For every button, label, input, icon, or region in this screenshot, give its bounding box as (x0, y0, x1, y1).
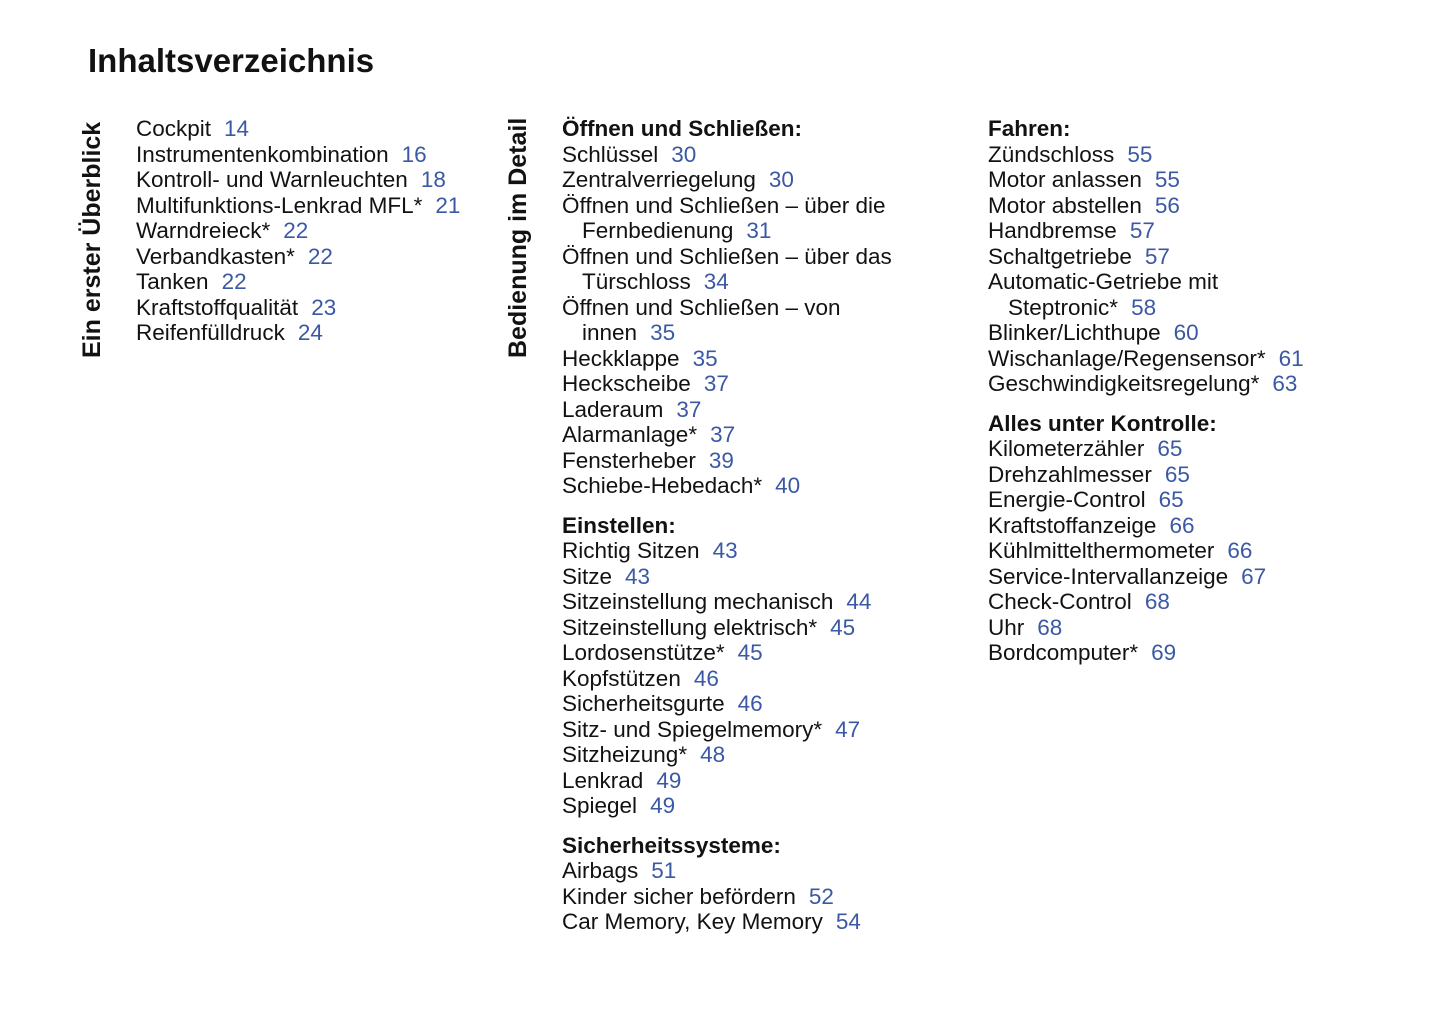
toc-item-label: Sitzeinstellung mechanisch (562, 589, 834, 614)
toc-page-number: 55 (1154, 167, 1180, 192)
toc-item (562, 538, 977, 564)
toc-section-heading: Fahren: (988, 116, 1071, 141)
toc-item (562, 295, 977, 346)
toc-item (988, 487, 1428, 513)
toc-page-number: 65 (1158, 487, 1184, 512)
toc-item (136, 218, 516, 244)
toc-item-label: Sitzeinstellung elektrisch* (562, 614, 818, 640)
toc-page-number: 39 (708, 447, 734, 473)
toc-section (562, 116, 977, 499)
toc-item (988, 538, 1428, 564)
toc-item-label: Motor abstellen (988, 192, 1142, 218)
toc-item-label: Uhr (988, 614, 1025, 640)
toc-page-number: 56 (1154, 192, 1180, 218)
toc-item (988, 193, 1428, 219)
toc-item (562, 167, 977, 193)
toc-item (136, 295, 516, 321)
toc-item (988, 346, 1428, 372)
toc-page-number: 57 (1144, 243, 1170, 269)
toc-column-2 (562, 116, 977, 935)
toc-page-number: 37 (676, 396, 702, 422)
toc-page-number: 68 (1037, 614, 1063, 640)
toc-item-label: Alarmanlage* (562, 422, 698, 447)
toc-section-heading: Sicherheitssysteme: (562, 832, 781, 858)
page-title: Inhaltsverzeichnis (88, 42, 375, 79)
toc-item-label: Kühlmittelthermometer (988, 538, 1215, 563)
toc-page-number: 58 (1131, 294, 1157, 320)
toc-item (562, 422, 977, 448)
toc-page-number: 66 (1169, 512, 1195, 538)
toc-section-heading: Alles unter Kontrolle: (988, 410, 1217, 436)
toc-page-number: 35 (650, 320, 676, 345)
toc-page-number: 24 (297, 320, 323, 345)
toc-page-number: 16 (401, 141, 427, 167)
toc-page-number: 34 (703, 269, 729, 294)
toc-item (136, 116, 516, 142)
toc-item-label: Spiegel (562, 793, 638, 818)
toc-item-label: Heckklappe (562, 345, 680, 371)
toc-page-number: 22 (283, 218, 309, 243)
toc-page-number: 47 (835, 716, 861, 742)
toc-item (988, 640, 1428, 666)
toc-item-label: Schlüssel (562, 141, 659, 167)
toc-item (988, 320, 1428, 346)
toc-section-heading: Einstellen: (562, 512, 676, 538)
toc-page-number: 14 (224, 116, 250, 141)
toc-item (988, 142, 1428, 168)
toc-page-number: 22 (307, 243, 333, 269)
toc-page-number: 40 (775, 473, 801, 498)
toc-item (988, 167, 1428, 193)
toc-page-number: 30 (768, 167, 794, 192)
toc-item-label-continued: Fernbedienung (582, 218, 734, 243)
toc-item (562, 397, 977, 423)
toc-item-continuation (988, 295, 1428, 321)
toc-item (562, 473, 977, 499)
toc-page-number: 69 (1151, 640, 1177, 665)
toc-item (562, 793, 977, 819)
toc-page-number: 55 (1127, 141, 1153, 167)
toc-page-number: 35 (692, 345, 718, 371)
toc-item (562, 768, 977, 794)
toc-page-number: 18 (420, 167, 446, 192)
toc-item-label-continued: innen (582, 320, 638, 345)
toc-item-label: Verbandkasten* (136, 243, 295, 269)
toc-item (562, 589, 977, 615)
chapter-tab-label-details: Bedienung im Detail (504, 117, 532, 358)
toc-item-label: Sitz- und Spiegelmemory* (562, 716, 823, 742)
toc-item (562, 448, 977, 474)
toc-item-label: Blinker/Lichthupe (988, 320, 1161, 345)
toc-item (988, 269, 1428, 320)
toc-item-label-continued: Steptronic* (1008, 294, 1119, 320)
toc-item-label: Öffnen und Schließen – von (562, 294, 841, 320)
toc-item-label: Bordcomputer* (988, 640, 1139, 665)
toc-item (562, 142, 977, 168)
toc-section-heading: Öffnen und Schließen: (562, 116, 802, 141)
toc-item-label: Warndreieck* (136, 218, 271, 243)
toc-page-number: 31 (746, 218, 772, 243)
toc-item (562, 371, 977, 397)
toc-page-number: 45 (830, 614, 856, 640)
toc-item-label: Geschwindigkeitsregelung* (988, 371, 1260, 396)
toc-item (136, 167, 516, 193)
toc-page-number: 43 (625, 563, 651, 589)
toc-item-label: Handbremse (988, 218, 1117, 243)
toc-item (562, 666, 977, 692)
toc-item-label: Öffnen und Schließen – über die (562, 192, 886, 218)
toc-item (988, 513, 1428, 539)
toc-page-number: 45 (737, 640, 763, 665)
toc-section (988, 411, 1428, 666)
toc-page-number: 22 (221, 269, 247, 294)
toc-item-label: Zündschloss (988, 141, 1115, 167)
toc-item-label: Laderaum (562, 396, 664, 422)
toc-item-label: Kopfstützen (562, 665, 681, 691)
toc-item-label: Fensterheber (562, 447, 696, 473)
toc-section (988, 116, 1428, 397)
toc-item-label: Instrumentenkombination (136, 141, 389, 167)
toc-page-number: 49 (656, 767, 682, 793)
toc-item-label: Airbags (562, 858, 639, 883)
toc-item (988, 244, 1428, 270)
toc-item-label: Sitze (562, 563, 613, 589)
toc-item (988, 615, 1428, 641)
toc-item-label: Tanken (136, 269, 209, 294)
toc-page-number: 46 (693, 665, 719, 691)
toc-item-label: Drehzahlmesser (988, 461, 1152, 487)
toc-item-label: Cockpit (136, 116, 212, 141)
toc-item-continuation (562, 218, 977, 244)
toc-item-label-continued: Türschloss (582, 269, 691, 294)
toc-item (562, 640, 977, 666)
toc-item (562, 691, 977, 717)
toc-page-number: 61 (1278, 345, 1304, 371)
toc-item (136, 244, 516, 270)
toc-item-label: Kilometerzähler (988, 436, 1145, 461)
toc-item (988, 462, 1428, 488)
toc-page-number: 21 (435, 192, 461, 218)
toc-item (562, 909, 977, 935)
toc-page-number: 65 (1157, 436, 1183, 461)
toc-item (136, 193, 516, 219)
toc-item-label: Richtig Sitzen (562, 538, 700, 563)
toc-page-number: 46 (737, 691, 763, 716)
toc-item (988, 436, 1428, 462)
toc-page-number: 23 (311, 294, 337, 320)
toc-item (988, 371, 1428, 397)
toc-item-label: Multifunktions-Lenkrad MFL* (136, 192, 423, 218)
chapter-tab-label-overview: Ein erster Überblick (78, 121, 106, 358)
toc-item-continuation (562, 320, 977, 346)
toc-page-number: 52 (808, 883, 834, 909)
toc-item (562, 742, 977, 768)
toc-item-continuation (562, 269, 977, 295)
toc-item (562, 717, 977, 743)
toc-page-number: 65 (1164, 461, 1190, 487)
toc-item (562, 615, 977, 641)
toc-item (988, 218, 1428, 244)
toc-item-label: Kontroll- und Warnleuchten (136, 167, 408, 192)
toc-section (562, 833, 977, 935)
toc-page-number: 63 (1272, 371, 1298, 396)
toc-page-number: 60 (1173, 320, 1199, 345)
toc-item-label: Kraftstoffanzeige (988, 512, 1157, 538)
toc-item-label: Öffnen und Schließen – über das (562, 243, 892, 269)
toc-page-number: 67 (1241, 563, 1267, 589)
toc-page-number: 66 (1227, 538, 1253, 563)
toc-item (562, 564, 977, 590)
toc-item-label: Lenkrad (562, 767, 644, 793)
toc-item-label: Check-Control (988, 589, 1132, 614)
toc-page-number: 48 (700, 742, 726, 767)
toc-item (562, 244, 977, 295)
toc-item (562, 858, 977, 884)
toc-page-number: 49 (650, 793, 676, 818)
toc-page-number: 43 (712, 538, 738, 563)
toc-item (562, 193, 977, 244)
toc-page-number: 30 (671, 141, 697, 167)
toc-item (136, 142, 516, 168)
toc-item-label: Schaltgetriebe (988, 243, 1132, 269)
toc-item-label: Heckscheibe (562, 371, 691, 396)
toc-item (562, 346, 977, 372)
toc-page-number: 51 (651, 858, 677, 883)
toc-item-label: Zentralverriegelung (562, 167, 756, 192)
toc-item-label: Schiebe-Hebedach* (562, 473, 763, 498)
toc-item-label: Automatic-Getriebe mit (988, 269, 1219, 294)
toc-page-number: 68 (1144, 589, 1170, 614)
toc-page-number: 44 (846, 589, 872, 614)
toc-item-label: Sicherheitsgurte (562, 691, 725, 716)
toc-item-label: Service-Intervallanzeige (988, 563, 1229, 589)
toc-item-label: Motor anlassen (988, 167, 1142, 192)
toc-item-label: Car Memory, Key Memory (562, 909, 823, 934)
toc-section (562, 513, 977, 819)
toc-item (136, 269, 516, 295)
toc-item-label: Reifenfülldruck (136, 320, 285, 345)
toc-item-label: Kinder sicher befördern (562, 883, 796, 909)
toc-page-number: 37 (703, 371, 729, 396)
toc-page-number: 54 (835, 909, 861, 934)
toc-item-label: Sitzheizung* (562, 742, 688, 767)
toc-page-number: 57 (1129, 218, 1155, 243)
toc-item-label: Wischanlage/Regensensor* (988, 345, 1266, 371)
toc-page-number: 37 (710, 422, 736, 447)
toc-column-1 (136, 116, 516, 346)
toc-item-label: Kraftstoffqualität (136, 294, 299, 320)
toc-item (988, 589, 1428, 615)
toc-section (136, 116, 516, 346)
toc-item (988, 564, 1428, 590)
toc-item (562, 884, 977, 910)
toc-item-label: Energie-Control (988, 487, 1146, 512)
toc-item (136, 320, 516, 346)
toc-column-3 (988, 116, 1428, 666)
toc-item-label: Lordosenstütze* (562, 640, 725, 665)
